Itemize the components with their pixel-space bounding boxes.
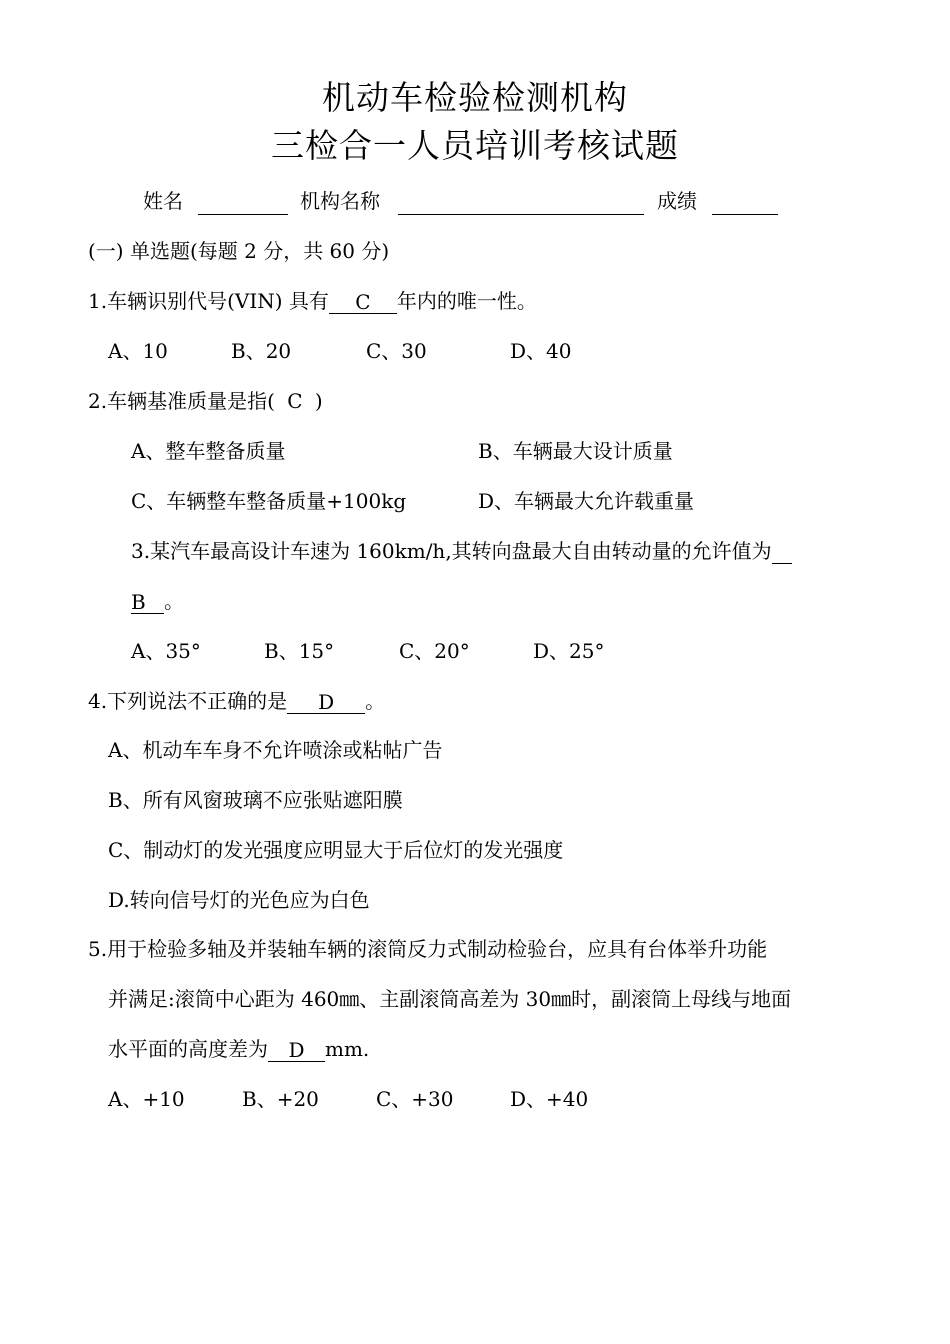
q3-option-b[interactable]: B、15° [264,639,335,663]
q3-option-a[interactable]: A、35° [131,639,201,663]
q2-option-b[interactable]: B、车辆最大设计质量 [478,439,673,463]
question-3-post: 。 [164,589,184,613]
name-field[interactable] [198,214,288,215]
question-3-answer[interactable]: B [131,589,164,614]
question-1-answer[interactable]: C [329,289,397,314]
q1-option-c[interactable]: C、30 [366,339,427,363]
score-label: 成绩 [657,189,697,213]
question-4-post: 。 [365,689,386,713]
question-5-post: mm. [325,1037,370,1061]
question-2-text: 2.车辆基准质量是指( [88,389,275,413]
question-3-blank-start [772,539,792,564]
exam-title-line1: 机动车检验检测机构 [322,78,628,117]
question-1 [88,288,537,314]
q4-option-a[interactable]: A、机动车车身不允许喷涂或粘帖广告 [108,738,443,762]
score-field[interactable] [712,214,778,215]
question-5-answer[interactable]: D [268,1037,325,1062]
q3-option-d[interactable]: D、25° [533,639,605,663]
name-label: 姓名 [143,189,183,213]
question-5-line3 [108,1036,369,1062]
q4-option-b[interactable]: B、所有风窗玻璃不应张贴遮阳膜 [108,788,403,812]
question-4-text: 4.下列说法不正确的是 [88,689,288,713]
question-3-text: 3.某汽车最高设计车速为 160km/h,其转向盘最大自由转动量的允许值为 [131,539,772,563]
q2-option-a[interactable]: A、整车整备质量 [131,439,286,463]
question-4-answer[interactable]: D [287,689,365,714]
q1-option-b[interactable]: B、20 [231,339,292,363]
question-2-answer[interactable]: C [287,389,303,413]
q5-option-a[interactable]: A、+10 [108,1087,185,1111]
question-2-post: ) [314,389,323,413]
q3-option-c[interactable]: C、20° [399,639,470,663]
q4-option-c[interactable]: C、制动灯的发光强度应明显大于后位灯的发光强度 [108,838,564,862]
q1-option-a[interactable]: A、10 [108,339,168,363]
q2-option-d[interactable]: D、车辆最大允许载重量 [478,489,695,513]
org-label: 机构名称 [300,189,380,213]
q5-option-b[interactable]: B、+20 [242,1087,319,1111]
q1-option-d[interactable]: D、40 [510,339,572,363]
exam-title-line2: 三检合一人员培训考核试题 [271,126,679,165]
question-1-post: 年内的唯一性。 [396,289,537,313]
q5-option-d[interactable]: D、+40 [510,1087,589,1111]
question-2 [88,388,323,414]
question-5-text: 水平面的高度差为 [108,1037,268,1061]
question-5-line2: 并满足:滚筒中心距为 460㎜、主副滚筒高差为 30㎜时，副滚筒上母线与地面 [108,987,792,1011]
question-1-text: 1.车辆识别代号(VIN) 具有 [88,289,329,313]
question-4 [88,688,385,714]
org-field[interactable] [398,214,644,215]
question-5-line1: 5.用于检验多轴及并装轴车辆的滚筒反力式制动检验台，应具有台体举升功能 [88,937,768,961]
question-3 [131,538,792,564]
q5-option-c[interactable]: C、+30 [376,1087,454,1111]
question-3-cont [131,588,184,614]
section-heading: (一) 单选题(每题 2 分，共 60 分) [88,239,390,263]
q4-option-d[interactable]: D.转向信号灯的光色应为白色 [108,888,370,912]
q2-option-c[interactable]: C、车辆整车整备质量+100kg [131,489,407,513]
